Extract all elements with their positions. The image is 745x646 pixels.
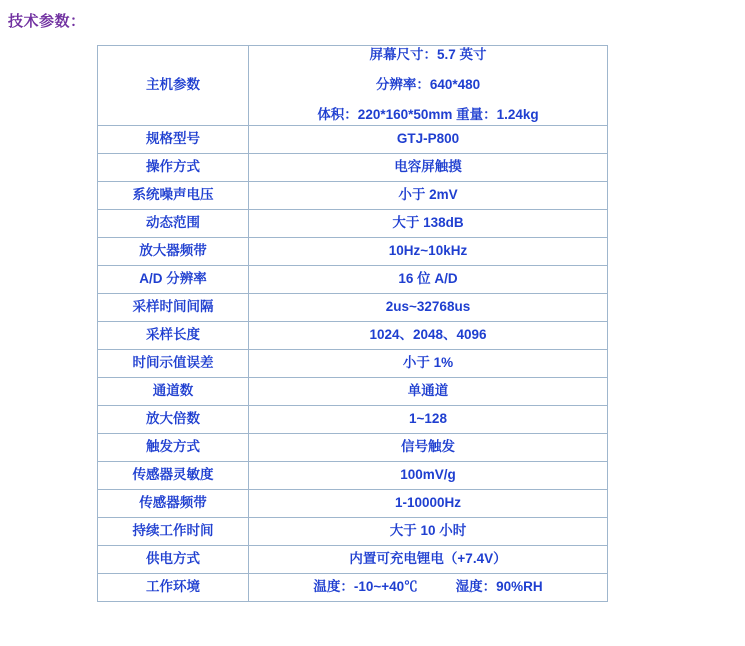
row-label: 系统噪声电压 — [98, 181, 249, 209]
multiline-value-group — [249, 46, 607, 125]
row-label: 动态范围 — [98, 209, 249, 237]
humidity-text: 湿度：90%RH — [455, 579, 543, 595]
row-label: A/D 分辨率 — [98, 265, 249, 293]
dimensions-weight-text: 体积：220*160*50mm 重量：1.24kg — [317, 107, 539, 123]
row-value: 16 位 A/D — [249, 265, 608, 293]
row-label: 传感器灵敏度 — [98, 461, 249, 489]
table-row — [98, 153, 608, 181]
table-row — [98, 265, 608, 293]
row-value: 1-10000Hz — [249, 489, 608, 517]
row-label: 时间示值误差 — [98, 349, 249, 377]
resolution-text: 分辨率：640*480 — [375, 77, 481, 93]
row-label: 采样长度 — [98, 321, 249, 349]
row-label: 放大倍数 — [98, 405, 249, 433]
row-label: 主机参数 — [98, 46, 249, 126]
row-label: 触发方式 — [98, 433, 249, 461]
row-value: 10Hz~10kHz — [249, 237, 608, 265]
table-row — [98, 433, 608, 461]
row-value: 100mV/g — [249, 461, 608, 489]
table-row — [98, 461, 608, 489]
row-value: 单通道 — [249, 377, 608, 405]
table-row — [98, 293, 608, 321]
row-value: 大于 10 小时 — [249, 517, 608, 545]
row-value-split — [249, 573, 608, 601]
table-body — [98, 46, 608, 602]
row-label: 通道数 — [98, 377, 249, 405]
row-value: 小于 2mV — [249, 181, 608, 209]
row-label: 持续工作时间 — [98, 517, 249, 545]
row-label: 采样时间间隔 — [98, 293, 249, 321]
table-row — [98, 349, 608, 377]
row-value: 1~128 — [249, 405, 608, 433]
row-label: 放大器频带 — [98, 237, 249, 265]
row-label: 操作方式 — [98, 153, 249, 181]
row-value: 小于 1% — [249, 349, 608, 377]
table-row — [98, 321, 608, 349]
table-row-working-environment — [98, 573, 608, 601]
table-row — [98, 237, 608, 265]
environment-value-group — [249, 578, 607, 596]
table-row — [98, 545, 608, 573]
table-row — [98, 517, 608, 545]
row-value: 内置可充电锂电（+7.4V） — [249, 545, 608, 573]
table-row — [98, 125, 608, 153]
table-row — [98, 209, 608, 237]
table-row-host-parameters — [98, 46, 608, 126]
table-row — [98, 377, 608, 405]
page-title: 技术参数： — [8, 13, 86, 30]
row-label: 供电方式 — [98, 545, 249, 573]
row-value: 1024、2048、4096 — [249, 321, 608, 349]
row-value: 2us~32768us — [249, 293, 608, 321]
table-row — [98, 405, 608, 433]
row-value-multiline — [249, 46, 608, 126]
technical-specifications-table — [97, 45, 608, 602]
temperature-text: 温度：-10~+40℃ — [313, 579, 418, 595]
row-label: 传感器频带 — [98, 489, 249, 517]
table-row — [98, 489, 608, 517]
row-label: 规格型号 — [98, 125, 249, 153]
screen-size-text: 屏幕尺寸：5.7 英寸 — [369, 47, 487, 62]
row-label: 工作环境 — [98, 573, 249, 601]
row-value: 大于 138dB — [249, 209, 608, 237]
row-value: 信号触发 — [249, 433, 608, 461]
row-value: 电容屏触摸 — [249, 153, 608, 181]
row-value: GTJ-P800 — [249, 125, 608, 153]
table-row — [98, 181, 608, 209]
